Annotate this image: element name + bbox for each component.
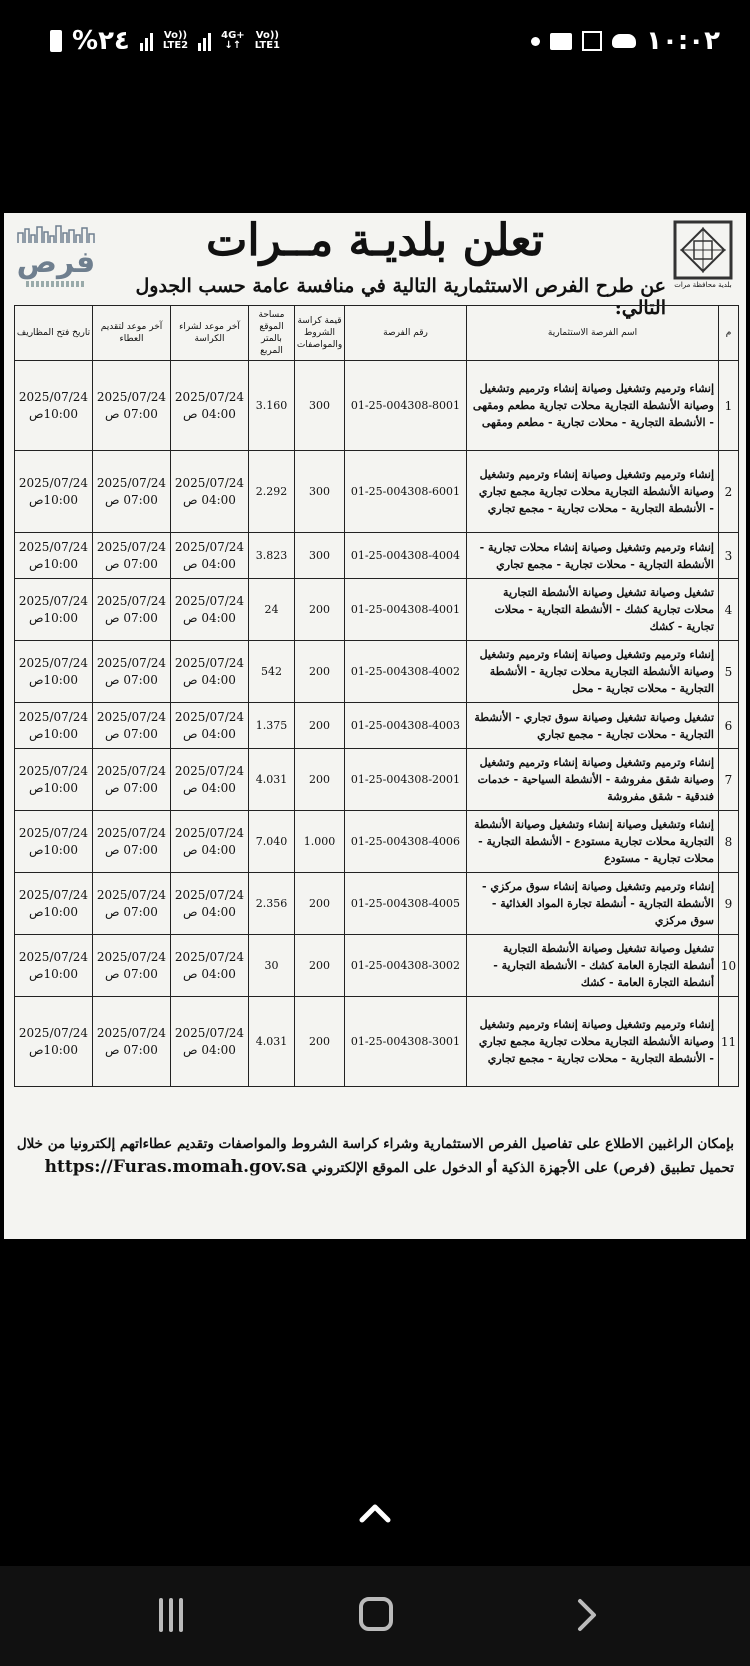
date-value: 2025/07/24: [174, 389, 245, 404]
time-value: 07:00 ص: [105, 842, 158, 857]
date-value: 2025/07/24: [96, 655, 167, 670]
submit-deadline: [93, 361, 171, 451]
battery-icon: [50, 30, 62, 52]
date-value: 2025/07/24: [18, 709, 89, 724]
opportunity-name: إنشاء وترميم وتشغيل وصيانة إنشاء سوق مركزي - الأنشطة التجارية - أنشطة تجارة المواد الغذائية - سوق مركزي: [467, 873, 719, 935]
time-value: 07:00 ص: [105, 556, 158, 571]
opportunity-name: إنشاء وترميم وتشغيل وصيانة إنشاء وترميم وتشغيل وصيانة الأنشطة التجارية محلات تجارية مجمع تجاري - الأنشطة التجارية - محلات تجارية - مجمع تجاري: [467, 997, 719, 1087]
opportunity-ref: 01-25-004308-4005: [345, 873, 467, 935]
time-value: 04:00 ص: [183, 1042, 236, 1057]
submit-deadline: [93, 811, 171, 873]
date-value: 2025/07/24: [96, 949, 167, 964]
time-value: 10:00ص: [28, 406, 79, 421]
time-value: 10:00ص: [28, 780, 79, 795]
table-row: [15, 811, 739, 873]
col-header-submit: آخر موعد لتقديم العطاء: [93, 306, 171, 361]
buy-deadline: [171, 811, 249, 873]
site-area: 2.292: [249, 451, 295, 533]
network-badge-lte2: Vo)) LTE2: [162, 30, 189, 51]
time-value: 04:00 ص: [183, 780, 236, 795]
ad-headline: تعلن بلديـة مــرات: [205, 215, 545, 266]
network-badge-lte1: Vo)) LTE1: [254, 30, 281, 51]
municipality-emblem: [672, 219, 734, 293]
opening-date: [15, 873, 93, 935]
network-badge-4g: 4G+ ↓↑: [221, 30, 245, 51]
site-area: 3.823: [249, 533, 295, 579]
footer-line-1: بإمكان الراغبين الاطلاع على تفاصيل الفرص الاستثمارية وشراء كراسة الشروط والمواصفات وتقديم عطاءاتهم إلكترونيا من خلال: [16, 1136, 734, 1152]
opportunity-ref: 01-25-004308-4004: [345, 533, 467, 579]
submit-deadline: [93, 451, 171, 533]
buy-deadline: [171, 533, 249, 579]
table-row: [15, 873, 739, 935]
footer-url: https://Furas.momah.gov.sa: [44, 1157, 307, 1177]
date-value: 2025/07/24: [174, 763, 245, 778]
opportunity-ref: 01-25-004308-3002: [345, 935, 467, 997]
time-value: 07:00 ص: [105, 672, 158, 687]
row-number: 5: [719, 641, 739, 703]
opportunity-ref: 01-25-004308-4002: [345, 641, 467, 703]
row-number: 7: [719, 749, 739, 811]
opportunity-name: تشغيل وصيانة تشغيل وصيانة سوق تجاري - الأنشطة التجارية - محلات تجارية - مجمع تجاري: [467, 703, 719, 749]
back-button[interactable]: [570, 1596, 604, 1634]
opening-date: [15, 361, 93, 451]
site-area: 7.040: [249, 811, 295, 873]
opportunity-name: إنشاء وترميم وتشغيل وصيانة إنشاء وترميم وتشغيل وصيانة الأنشطة التجارية محلات تجارية مطعم ومقهى - الأنشطة التجارية - محلات تجارية - مطعم ومقهى: [467, 361, 719, 451]
footer-line-2: تحميل تطبيق (فرص) على الأجهزة الذكية أو الدخول على الموقع الإلكتروني: [311, 1160, 734, 1176]
submit-deadline: [93, 749, 171, 811]
booklet-price: 200: [295, 579, 345, 641]
opening-date: [15, 703, 93, 749]
opening-date: [15, 579, 93, 641]
site-area: 542: [249, 641, 295, 703]
table-row: [15, 641, 739, 703]
recent-apps-button[interactable]: [154, 1598, 188, 1632]
date-value: 2025/07/24: [174, 539, 245, 554]
table-row: [15, 935, 739, 997]
date-value: 2025/07/24: [96, 763, 167, 778]
furas-logo-text: فرص: [16, 245, 96, 280]
site-area: 4.031: [249, 749, 295, 811]
time-value: 10:00ص: [28, 966, 79, 981]
opportunity-name: إنشاء وترميم وتشغيل وصيانة إنشاء وترميم وتشغيل وصيانة الأنشطة التجارية محلات تجارية - الأنشطة التجارية - محلات تجارية - محل: [467, 641, 719, 703]
opportunities-table: [14, 305, 739, 1087]
opportunity-ref: 01-25-004308-4006: [345, 811, 467, 873]
table-row: [15, 997, 739, 1087]
col-header-price: قيمة كراسة الشروط والمواصفات: [295, 306, 345, 361]
time-value: 04:00 ص: [183, 556, 236, 571]
time-value: 07:00 ص: [105, 492, 158, 507]
booklet-price: 200: [295, 935, 345, 997]
date-value: 2025/07/24: [18, 825, 89, 840]
site-area: 30: [249, 935, 295, 997]
col-header-ref: رقم الفرصة: [345, 306, 467, 361]
newspaper-ad: [4, 213, 746, 1239]
date-value: 2025/07/24: [174, 655, 245, 670]
date-value: 2025/07/24: [18, 887, 89, 902]
time-value: 10:00ص: [28, 1042, 79, 1057]
chevron-up-icon[interactable]: [357, 1496, 393, 1532]
row-number: 2: [719, 451, 739, 533]
date-value: 2025/07/24: [18, 949, 89, 964]
buy-deadline: [171, 749, 249, 811]
date-value: 2025/07/24: [96, 539, 167, 554]
date-value: 2025/07/24: [18, 655, 89, 670]
buy-deadline: [171, 361, 249, 451]
opportunity-name: تشغيل وصيانة تشغيل وصيانة الأنشطة التجارية أنشطة التجارة العامة كشك - الأنشطة التجارية - أنشطة التجارة العامة - كشك: [467, 935, 719, 997]
date-value: 2025/07/24: [96, 825, 167, 840]
col-header-name: اسم الفرصة الاستثمارية: [467, 306, 719, 361]
row-number: 8: [719, 811, 739, 873]
opportunity-ref: 01-25-004308-8001: [345, 361, 467, 451]
submit-deadline: [93, 641, 171, 703]
opportunity-name: إنشاء وترميم وتشغيل وصيانة إنشاء وترميم وتشغيل وصيانة الأنشطة التجارية محلات تجارية مجمع تجاري - الأنشطة التجارية - محلات تجارية - مجمع تجاري: [467, 451, 719, 533]
status-right: [531, 26, 720, 56]
status-bar: [0, 0, 750, 80]
booklet-price: 300: [295, 451, 345, 533]
date-value: 2025/07/24: [174, 1025, 245, 1040]
date-value: 2025/07/24: [96, 887, 167, 902]
opportunity-ref: 01-25-004308-2001: [345, 749, 467, 811]
date-value: 2025/07/24: [18, 539, 89, 554]
ad-footer: [14, 1133, 734, 1180]
row-number: 3: [719, 533, 739, 579]
date-value: 2025/07/24: [174, 475, 245, 490]
booklet-price: 200: [295, 997, 345, 1087]
col-header-buy: آخر موعد لشراء الكراسة: [171, 306, 249, 361]
date-value: 2025/07/24: [174, 887, 245, 902]
date-value: 2025/07/24: [96, 475, 167, 490]
date-value: 2025/07/24: [18, 1025, 89, 1040]
submit-deadline: [93, 997, 171, 1087]
table-row: [15, 451, 739, 533]
site-area: 24: [249, 579, 295, 641]
buy-deadline: [171, 997, 249, 1087]
time-value: 07:00 ص: [105, 966, 158, 981]
date-value: 2025/07/24: [18, 763, 89, 778]
site-area: 1.375: [249, 703, 295, 749]
opportunity-ref: 01-25-004308-6001: [345, 451, 467, 533]
date-value: 2025/07/24: [96, 593, 167, 608]
status-left: [50, 26, 280, 56]
time-value: 10:00ص: [28, 904, 79, 919]
navigation-bar: [0, 1566, 750, 1666]
time-value: 04:00 ص: [183, 610, 236, 625]
date-value: 2025/07/24: [96, 709, 167, 724]
opportunity-name: إنشاء وترميم وتشغيل وصيانة إنشاء محلات تجارية - الأنشطة التجارية - محلات تجارية - مجمع تجاري: [467, 533, 719, 579]
booklet-price: 300: [295, 533, 345, 579]
row-number: 11: [719, 997, 739, 1087]
row-number: 1: [719, 361, 739, 451]
time-value: 07:00 ص: [105, 1042, 158, 1057]
site-area: 4.031: [249, 997, 295, 1087]
furas-logo: [16, 223, 96, 295]
opening-date: [15, 451, 93, 533]
emblem-caption: بلدية محافظة مرات: [674, 281, 732, 289]
date-value: 2025/07/24: [18, 593, 89, 608]
buy-deadline: [171, 451, 249, 533]
battery-percent: %٢٤: [72, 26, 130, 56]
time-value: 04:00 ص: [183, 904, 236, 919]
signal-icon-2: [198, 31, 211, 51]
signal-icon: [140, 31, 153, 51]
opening-date: [15, 749, 93, 811]
time-value: 04:00 ص: [183, 492, 236, 507]
buy-deadline: [171, 703, 249, 749]
submit-deadline: [93, 533, 171, 579]
opportunity-name: تشغيل وصيانة تشغيل وصيانة الأنشطة التجارية محلات تجارية كشك - الأنشطة التجارية - محلات تجارية - كشك: [467, 579, 719, 641]
home-button[interactable]: [359, 1597, 393, 1631]
time-value: 10:00ص: [28, 610, 79, 625]
date-value: 2025/07/24: [174, 593, 245, 608]
date-value: 2025/07/24: [174, 825, 245, 840]
clock: ١٠:٠٢: [646, 26, 720, 56]
opportunity-ref: 01-25-004308-4001: [345, 579, 467, 641]
ad-subheadline: عن طرح الفرص الاستثمارية التالية في منافسة عامة حسب الجدول التالي:: [135, 275, 666, 319]
opening-date: [15, 641, 93, 703]
skyline-icon: [16, 223, 96, 243]
buy-deadline: [171, 579, 249, 641]
booklet-price: 200: [295, 749, 345, 811]
time-value: 04:00 ص: [183, 672, 236, 687]
submit-deadline: [93, 873, 171, 935]
logo-underline: [26, 281, 86, 287]
opportunity-ref: 01-25-004308-4003: [345, 703, 467, 749]
opportunity-name: إنشاء وترميم وتشغيل وصيانة إنشاء وترميم وتشغيل وصيانة شقق مفروشة - الأنشطة السياحية - خدمات فندقية - شقق مفروشة: [467, 749, 719, 811]
time-value: 04:00 ص: [183, 842, 236, 857]
time-value: 04:00 ص: [183, 966, 236, 981]
date-value: 2025/07/24: [18, 475, 89, 490]
time-value: 04:00 ص: [183, 726, 236, 741]
col-header-open: تاريخ فتح المظاريف: [15, 306, 93, 361]
buy-deadline: [171, 873, 249, 935]
buy-deadline: [171, 935, 249, 997]
time-value: 10:00ص: [28, 556, 79, 571]
date-value: 2025/07/24: [96, 1025, 167, 1040]
opening-date: [15, 997, 93, 1087]
table-row: [15, 579, 739, 641]
row-number: 6: [719, 703, 739, 749]
time-value: 07:00 ص: [105, 904, 158, 919]
time-value: 10:00ص: [28, 726, 79, 741]
time-value: 10:00ص: [28, 492, 79, 507]
row-number: 4: [719, 579, 739, 641]
date-value: 2025/07/24: [174, 949, 245, 964]
time-value: 04:00 ص: [183, 406, 236, 421]
booklet-price: 200: [295, 703, 345, 749]
booklet-price: 1.000: [295, 811, 345, 873]
opportunity-ref: 01-25-004308-3001: [345, 997, 467, 1087]
booklet-price: 300: [295, 361, 345, 451]
time-value: 10:00ص: [28, 842, 79, 857]
booklet-price: 200: [295, 641, 345, 703]
time-value: 07:00 ص: [105, 780, 158, 795]
folder-icon: [550, 33, 572, 50]
site-area: 3.160: [249, 361, 295, 451]
date-value: 2025/07/24: [174, 709, 245, 724]
site-area: 2.356: [249, 873, 295, 935]
calendar-icon: [582, 31, 602, 51]
time-value: 07:00 ص: [105, 610, 158, 625]
booklet-price: 200: [295, 873, 345, 935]
time-value: 10:00ص: [28, 672, 79, 687]
table-row: [15, 361, 739, 451]
col-header-num: م: [719, 306, 739, 361]
row-number: 9: [719, 873, 739, 935]
table-row: [15, 749, 739, 811]
date-value: 2025/07/24: [18, 389, 89, 404]
cloud-icon: [612, 34, 636, 48]
table-row: [15, 533, 739, 579]
date-value: 2025/07/24: [96, 389, 167, 404]
table-header-row: [15, 306, 739, 361]
table-row: [15, 703, 739, 749]
submit-deadline: [93, 935, 171, 997]
opening-date: [15, 533, 93, 579]
row-number: 10: [719, 935, 739, 997]
notification-dot-icon: [531, 37, 540, 46]
time-value: 07:00 ص: [105, 406, 158, 421]
submit-deadline: [93, 703, 171, 749]
opening-date: [15, 935, 93, 997]
opening-date: [15, 811, 93, 873]
opportunity-name: إنشاء وتشغيل وصيانة إنشاء وتشغيل وصيانة الأنشطة التجارية محلات تجارية مستودع - الأنشطة التجارية - محلات تجارية - مستودع: [467, 811, 719, 873]
buy-deadline: [171, 641, 249, 703]
time-value: 07:00 ص: [105, 726, 158, 741]
col-header-area: مساحة الموقع بالمتر المربع: [249, 306, 295, 361]
submit-deadline: [93, 579, 171, 641]
